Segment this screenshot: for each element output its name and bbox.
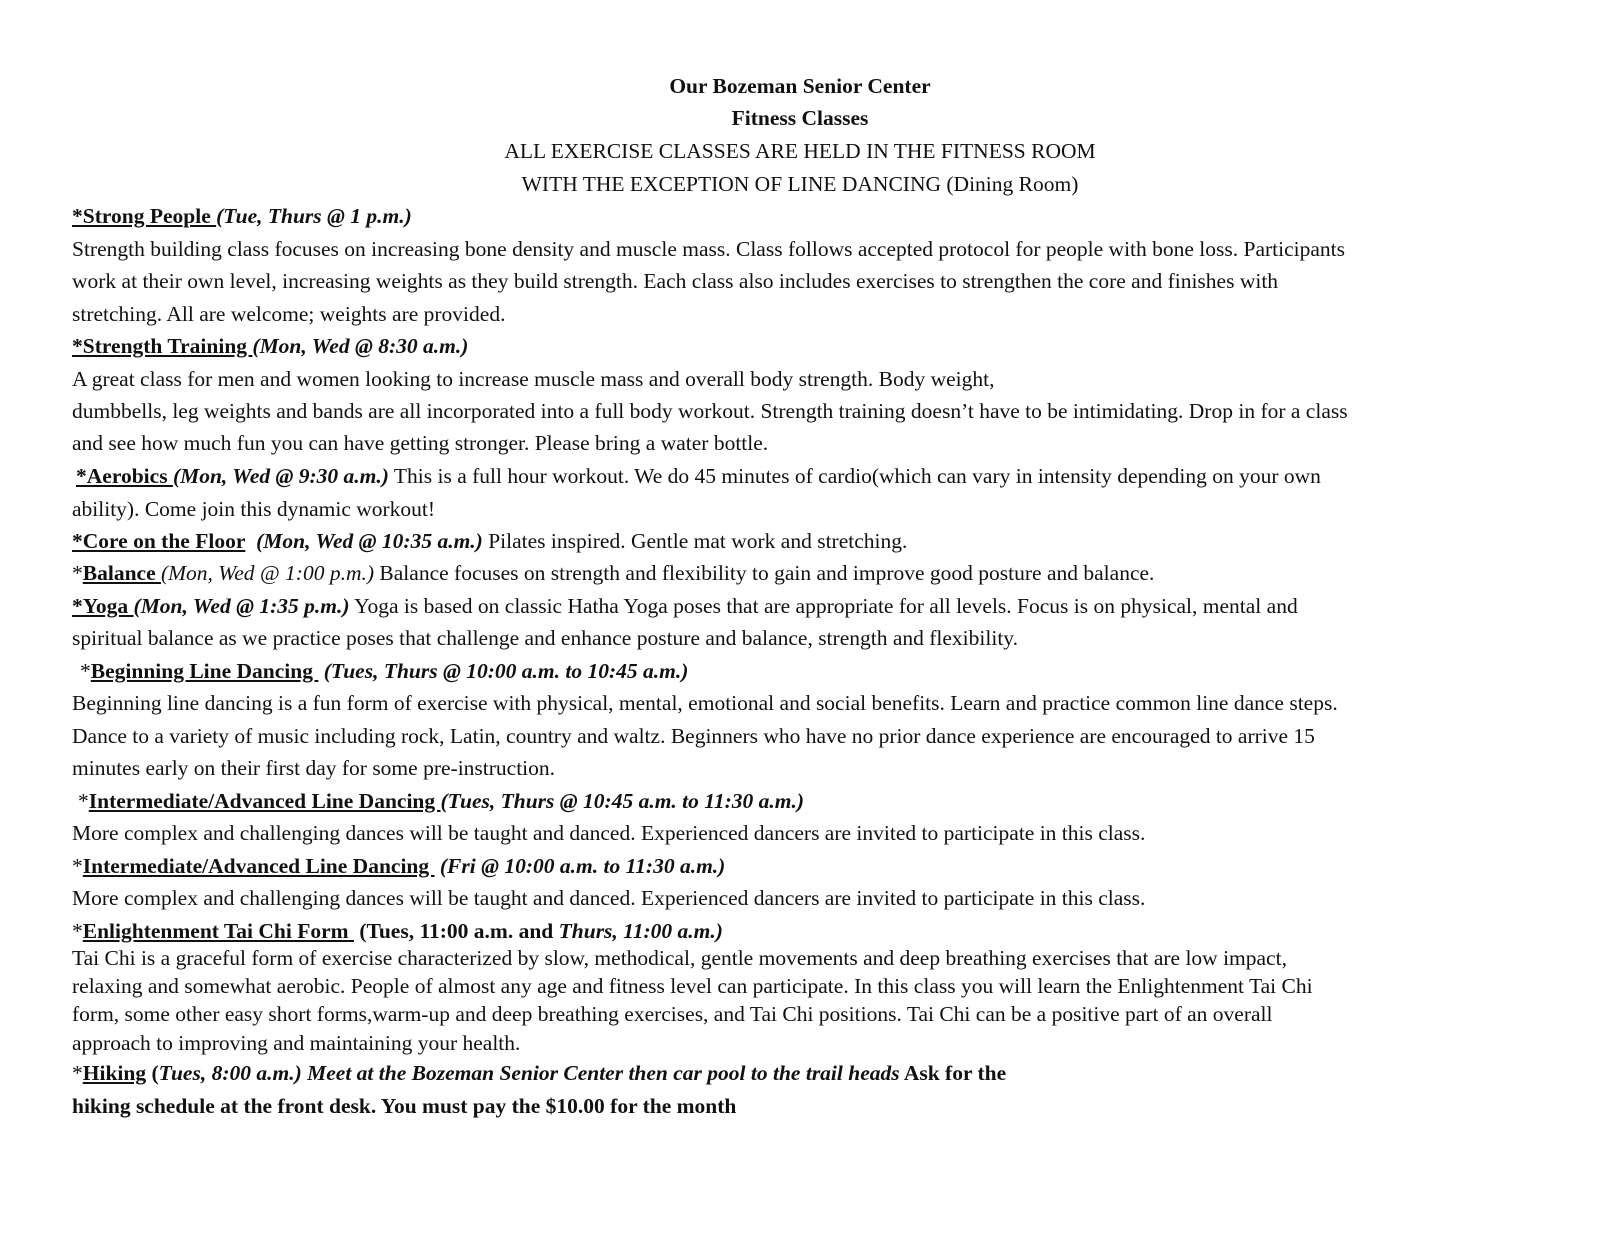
- class-schedule: (Fri @ 10:00 a.m. to 11:30 a.m.): [439, 854, 726, 878]
- class-heading-intermediate-line-dancing-fri: [72, 851, 725, 881]
- class-heading-yoga: [72, 591, 1298, 621]
- class-description-line: stretching. All are welcome; weights are provided.: [72, 302, 506, 326]
- class-schedule: (Mon, Wed @ 8:30 a.m.): [252, 334, 469, 358]
- class-description-line: Strength building class focuses on increasing bone density and muscle mass. Class follows accepted protocol for people with bone loss. Participants: [72, 237, 1346, 261]
- class-name: *Strength Training: [72, 334, 253, 358]
- class-description-line: More complex and challenging dances will be taught and danced. Experienced dancers are invited to participate in this class.: [72, 886, 1146, 910]
- class-description-line: More complex and challenging dances will be taught and danced. Experienced dancers are invited to participate in this class.: [72, 821, 1146, 845]
- class-heading-hiking: [72, 1058, 1006, 1088]
- class-name: Balance: [82, 561, 161, 585]
- class-paren: (: [146, 1061, 159, 1085]
- location-note-line-1: ALL EXERCISE CLASSES ARE HELD IN THE FITNESS ROOM: [504, 139, 1096, 163]
- class-prefix: *: [72, 1061, 83, 1085]
- class-schedule-tues: (Tues, 11:00 a.m. and: [359, 919, 559, 943]
- class-prefix: *: [72, 854, 83, 878]
- class-description-line: relaxing and somewhat aerobic. People of almost any age and fitness level can participate. In this class you will learn the Enlightenment Tai Chi: [72, 974, 1313, 998]
- class-description-inline: Pilates inspired. Gentle mat work and stretching.: [482, 529, 908, 553]
- class-schedule: (Mon, Wed @ 1:00 p.m.): [160, 561, 375, 585]
- class-description-line: Beginning line dancing is a fun form of exercise with physical, mental, emotional and social benefits. Learn and practice common line dance steps.: [72, 691, 1338, 715]
- class-name: Intermediate/Advanced Line Dancing: [82, 854, 435, 878]
- class-heading-strong-people: [72, 201, 412, 231]
- class-heading-intermediate-line-dancing-tues-thurs: [78, 786, 804, 816]
- class-prefix: *: [78, 789, 89, 813]
- class-description-line: and see how much fun you can have getting stronger. Please bring a water bottle.: [72, 431, 769, 455]
- class-description-line: work at their own level, increasing weights as they build strength. Each class also includes exercises to strengthen the core and finishes with: [72, 269, 1279, 293]
- class-description-inline: Ask for the: [899, 1061, 1007, 1085]
- class-heading-beginning-line-dancing: [80, 656, 688, 686]
- class-schedule: (Mon, Wed @ 10:35 a.m.): [256, 529, 483, 553]
- class-prefix: *: [80, 659, 91, 683]
- class-description-line: hiking schedule at the front desk. You must pay the $10.00 for the month: [72, 1094, 737, 1118]
- class-schedule: (Tues, Thurs @ 10:45 a.m. to 11:30 a.m.): [440, 789, 805, 813]
- class-schedule: (Mon, Wed @ 9:30 a.m.): [172, 464, 389, 488]
- class-name: *Yoga: [72, 594, 134, 618]
- class-name: *Aerobics: [76, 464, 173, 488]
- class-schedule: Tues, 8:00 a.m.) Meet at the Bozeman Senior Center then car pool to the trail heads: [158, 1061, 900, 1085]
- class-schedule: (Tues, Thurs @ 10:00 a.m. to 10:45 a.m.): [323, 659, 689, 683]
- class-schedule: (Tue, Thurs @ 1 p.m.): [216, 204, 412, 228]
- class-heading-aerobics: [76, 461, 1321, 491]
- class-heading-strength-training: [72, 331, 468, 361]
- class-description-inline: Balance focuses on strength and flexibility to gain and improve good posture and balance.: [374, 561, 1155, 585]
- class-description-inline: Yoga is based on classic Hatha Yoga poses that are appropriate for all levels. Focus is on physical, mental and: [349, 594, 1298, 618]
- class-heading-core-on-the-floor: [72, 526, 907, 556]
- class-description-line: Tai Chi is a graceful form of exercise characterized by slow, methodical, gentle movements and deep breathing exercises that are low impact,: [72, 946, 1287, 970]
- class-description-line: minutes early on their first day for some pre-instruction.: [72, 756, 556, 780]
- class-description-line: A great class for men and women looking to increase muscle mass and overall body strength. Body weight,: [72, 367, 995, 391]
- document-subtitle: Fitness Classes: [731, 106, 869, 130]
- document-title: Our Bozeman Senior Center: [669, 74, 931, 98]
- class-heading-balance: [72, 558, 1154, 588]
- class-description-line: ability). Come join this dynamic workout!: [72, 497, 436, 521]
- class-heading-tai-chi: [72, 916, 723, 946]
- class-description-line: spiritual balance as we practice poses that challenge and enhance posture and balance, strength and flexibility.: [72, 626, 1019, 650]
- class-description-line: form, some other easy short forms,warm-up and deep breathing exercises, and Tai Chi positions. Tai Chi can be a positive part of an overall: [72, 1002, 1273, 1026]
- class-name: Intermediate/Advanced Line Dancing: [88, 789, 441, 813]
- class-description-inline: This is a full hour workout. We do 45 minutes of cardio(which can vary in intensity depending on your own: [388, 464, 1321, 488]
- class-name: *Strong People: [72, 204, 217, 228]
- class-description-line: dumbbells, leg weights and bands are all incorporated into a full body workout. Strength training doesn’t have to be intimidating. Drop in for a class: [72, 399, 1348, 423]
- class-name: Enlightenment Tai Chi Form: [82, 919, 354, 943]
- class-prefix: *: [72, 919, 83, 943]
- class-description-line: Dance to a variety of music including rock, Latin, country and waltz. Beginners who have no prior dance experience are encouraged to arrive 15: [72, 724, 1315, 748]
- class-prefix: *: [72, 561, 83, 585]
- class-schedule-thurs: Thurs, 11:00 a.m.): [558, 919, 723, 943]
- class-name: Hiking: [82, 1061, 147, 1085]
- location-note-line-2: WITH THE EXCEPTION OF LINE DANCING (Dining Room): [521, 172, 1079, 196]
- class-name: Beginning Line Dancing: [90, 659, 319, 683]
- class-schedule: (Mon, Wed @ 1:35 p.m.): [133, 594, 350, 618]
- class-description-line: approach to improving and maintaining your health.: [72, 1031, 521, 1055]
- class-name: *Core on the Floor: [72, 529, 246, 553]
